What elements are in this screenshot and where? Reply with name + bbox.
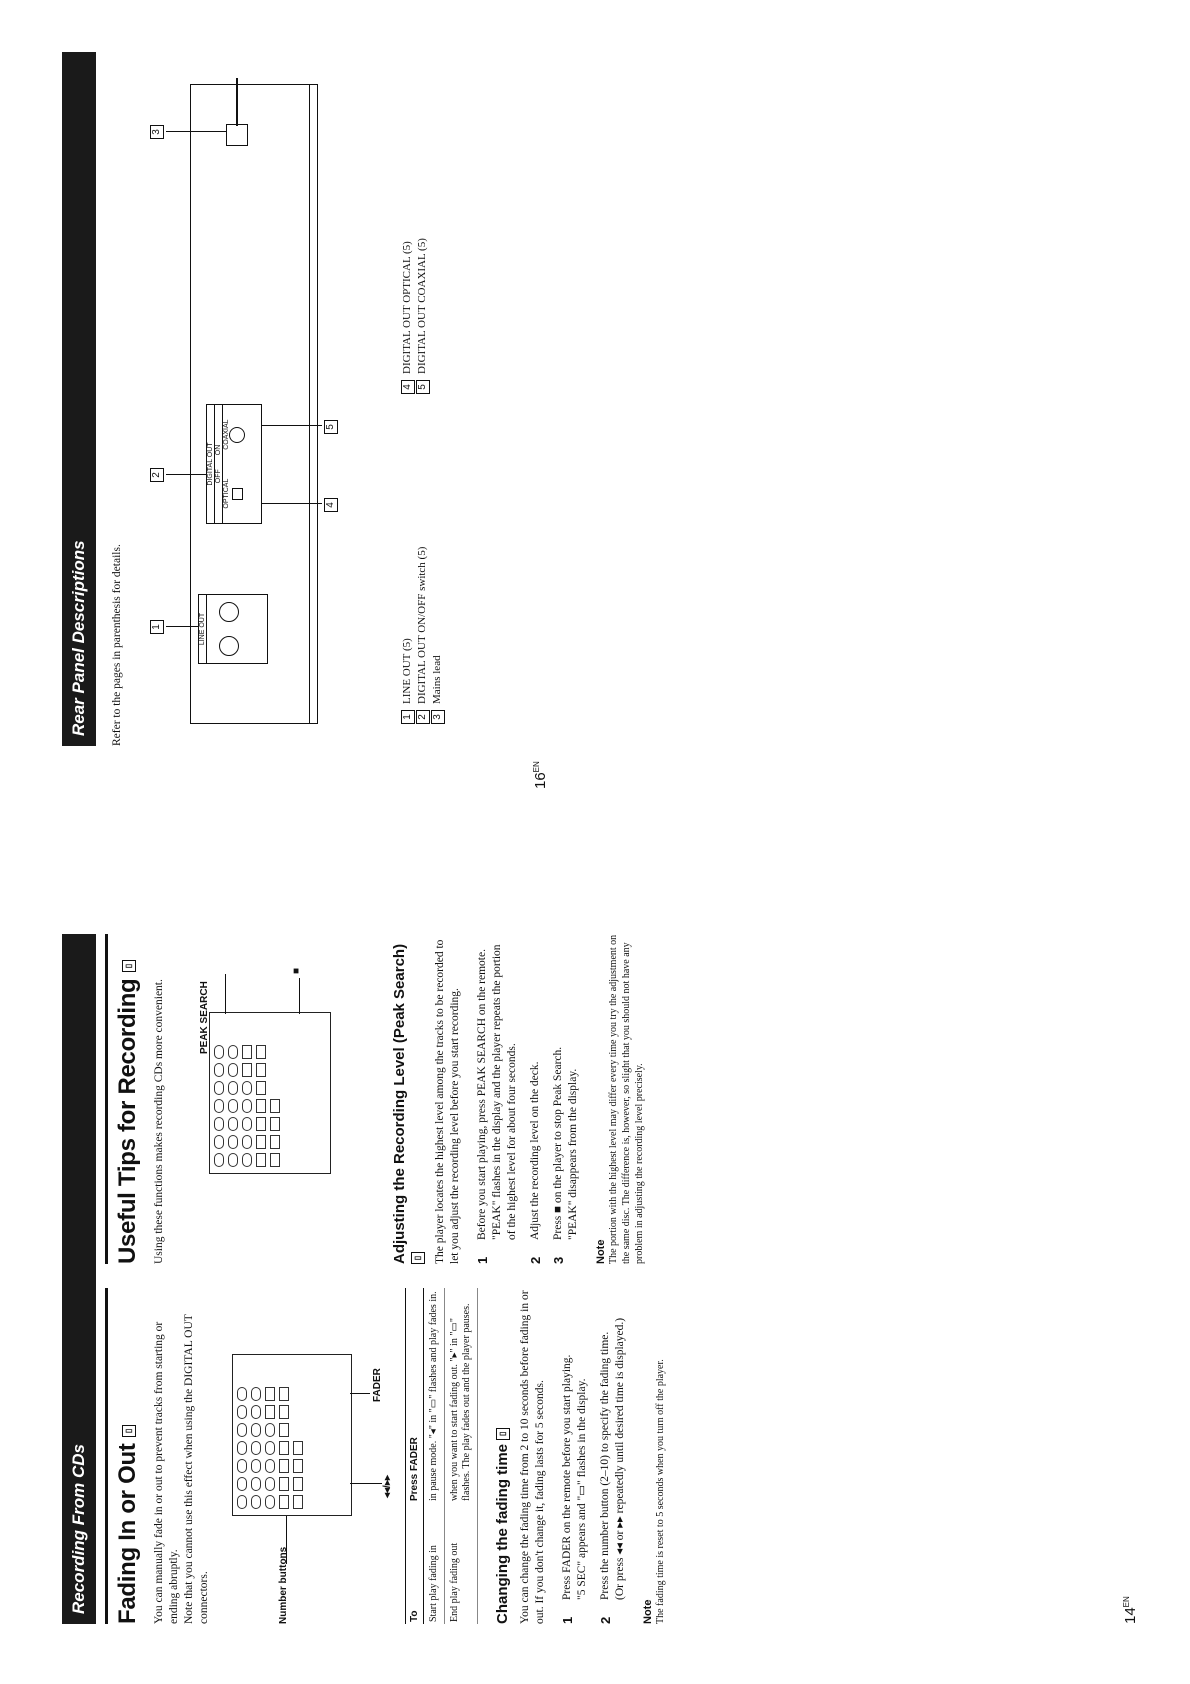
rear-panel-banner: Rear Panel Descriptions [62,52,96,746]
legend-left [400,547,445,724]
note-heading: Note [642,1599,654,1624]
tips-title: Useful Tips for Recording ▯ [105,934,142,1264]
skip-label: ◂◂/▸▸ [382,1475,393,1498]
tips-section [105,934,646,1264]
legend-item: 5DIGITAL OUT COAXIAL (5) [415,238,430,394]
changing-step-1: 1 Press FADER on the remote before you start playing. "5 SEC" appears and "▭" flashes in the display. [560,1354,588,1624]
peak-search-label: PEAK SEARCH [199,981,210,1054]
digital-out-block: DIGITAL OUT OFF ON OPTICAL COAXIAL [206,404,262,524]
remote-icon: ▯ [411,1252,425,1264]
remote-control [209,1012,331,1174]
callout-5: 5 [324,420,338,434]
note-text: The portion with the highest level may differ every time you try the adjustment on the same disc. The difference is, however, so slight that you should not have any problem in adjusting the recording level precisely. [608,934,645,1264]
table-row [445,1288,478,1624]
stop-symbol-label: ■ [291,967,302,974]
peak-step-3: 3 Press ■ on the player to stop Peak Search. "PEAK" disappears from the display. [551,1046,579,1264]
table-row [424,1288,445,1624]
table-cell: when you want to start fading out. "▸" in "▭" flashes. The play fades out and the player pauses. [445,1288,478,1503]
note-heading: Note [595,1239,607,1264]
mains-lead-cable [236,78,238,126]
jack-left [219,636,239,656]
callout-1: 1 [150,620,164,634]
fader-label: FADER [372,1368,383,1402]
changing-intro: You can change the fading time from 2 to 10 seconds before fading in or out. If you don't change it, fading lasts for 5 seconds. [519,1290,546,1624]
jack-right [219,602,239,622]
callout-4: 4 [324,498,338,512]
rear-panel-diagram [150,84,370,724]
remote-icon: ▯ [122,960,136,972]
fading-section [105,1288,667,1624]
col-press-fader: Press FADER [406,1288,424,1503]
changing-title: Changing the fading time ▯ [494,1288,512,1624]
tips-intro: Using these functions makes recording CDs more convenient. [153,979,165,1264]
remote-icon: ▯ [496,1428,510,1440]
number-buttons-label: Number buttons [278,1546,289,1624]
legend-item: 1LINE OUT (5) [400,547,415,724]
fader-table [405,1288,478,1624]
remote-illustration-peak [179,934,379,1264]
legend-right [400,238,430,394]
changing-step-2: 2 Press the number button (2–10) to specify the fading time. (Or press ◂◂ or ▸▸ repeatedly until desired time is displayed.) [598,1317,626,1624]
callout-2: 2 [150,468,164,482]
fading-title: Fading In or Out ▯ [105,1288,142,1624]
callout-3: 3 [150,125,164,139]
peak-step-2: 2 Adjust the recording level on the deck. [528,1061,543,1264]
peak-title: Adjusting the Recording Level (Peak Search) ▯ [391,934,427,1264]
section-banner: Recording From CDs [62,934,96,1624]
page-number-left: $14^{EN}$ [1122,1596,1139,1624]
note-text: The fading time is reset to 5 seconds when you turn off the player. [655,1359,666,1624]
rear-panel-intro: Refer to the pages in parenthesis for details. [111,544,123,746]
peak-intro: The player locates the highest level among the tracks to be recorded to let you adjust the recording level before you start recording. [434,939,461,1264]
remote-icon: ▯ [122,1425,136,1437]
table-cell: in pause mode. "◂" in "▭" flashes and play fades in. [424,1288,445,1503]
legend-item: 2DIGITAL OUT ON/OFF switch (5) [415,547,430,724]
peak-step-1: 1 Before you start playing, press PEAK SEARCH on the remote. "PEAK" flashes in the display and the player repeats the portion of the highest level for about four seconds. [475,944,518,1264]
fading-intro: You can manually fade in or out to prevent tracks from starting or ending abruptly. [153,1321,180,1624]
table-cell: End play fading out [445,1503,478,1624]
page-number-right: $16^{EN}$ [532,761,549,789]
legend-item: 3Mains lead [430,547,445,724]
table-cell: Start play fading in [424,1503,445,1624]
mains-lead-socket [226,124,248,146]
remote-control [232,1354,352,1516]
line-out-block: LINE OUT [198,594,268,664]
col-to: To [406,1503,424,1624]
optical-port [232,489,243,501]
fading-caution: Note that you cannot use this effect when using the DIGITAL OUT connectors. [183,1314,210,1624]
legend-item: 4DIGITAL OUT OPTICAL (5) [400,238,415,394]
coaxial-port [229,428,245,444]
remote-illustration-fader [224,1288,399,1624]
